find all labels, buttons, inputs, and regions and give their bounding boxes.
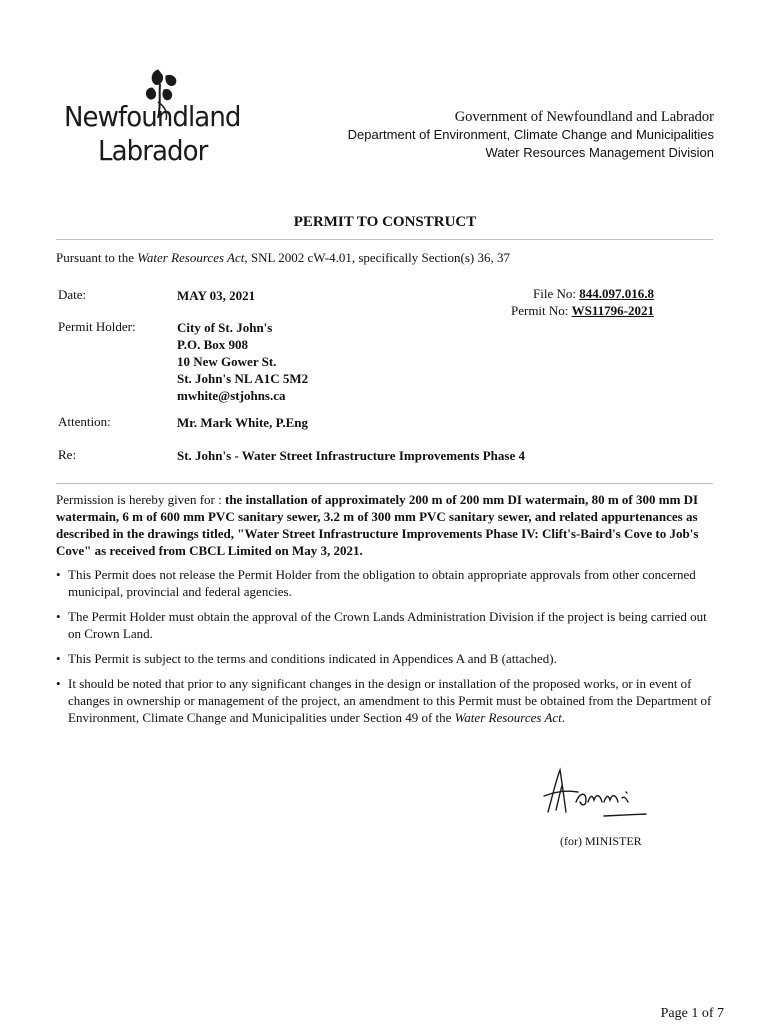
list-item: • This Permit does not release the Permit Holder from the obligation to obtain appropriate approvals from other concerned municipal, provincial and federal agencies. [56, 567, 696, 599]
logo-word-newfoundland: Newfoundland [64, 100, 241, 133]
re-value: St. John's - Water Street Infrastructure Improvements Phase 4 [177, 448, 525, 463]
division-name: Water Resources Management Division [485, 145, 714, 160]
permission-body: the installation of approximately 200 m of 200 mm DI watermain, 80 m of 300 mm DI watermain, 6 m of 600 mm PVC sanitary sewer, 3.2 m of 300 mm PVC sanitary sewer, and related appurtenances as described in the drawings titled, "Water Street Infrastructure Improvements Phase IV: Clift's-Baird's Cove to Job's Cove" as received from CBCL Limited on May 3, 2021. [56, 492, 699, 558]
document-title: PERMIT TO CONSTRUCT [293, 214, 477, 230]
act-name: Water Resources Act [137, 250, 245, 265]
holder-line: 10 New Gower St. [177, 354, 277, 369]
condition-end: . [561, 710, 566, 725]
file-reference [511, 285, 654, 319]
permit-no-row [511, 302, 654, 319]
department-name: Department of Environment, Climate Change and Municipalities [347, 127, 714, 142]
permit-no-label: Permit No: [510, 303, 572, 318]
title-divider [56, 239, 713, 240]
condition-text: This Permit is subject to the terms and conditions indicated in Appendices A and B (attached). [68, 651, 557, 666]
signature-caption: (for) MINISTER [560, 834, 642, 848]
list-item: • This Permit is subject to the terms and conditions indicated in Appendices A and B (attached). [56, 651, 557, 666]
government-name: Government of Newfoundland and Labrador [454, 109, 714, 125]
list-item: • It should be noted that prior to any significant changes in the design or installation of the proposed works, or in event of changes in ownership or management of the project, an amendment to this Permit must be obtained from the Department of Environment, Climate Change and Municipalities under Section 49 of the Water Resources Act. [56, 676, 712, 725]
section-divider [56, 483, 713, 484]
signature-image [538, 762, 648, 822]
pursuant-prefix: Pursuant to the [56, 250, 138, 265]
conditions-list [56, 566, 716, 734]
re-label: Re: [58, 447, 77, 462]
minister-signature [538, 762, 648, 827]
date-label: Date: [58, 287, 87, 302]
attention-value: Mr. Mark White, P.Eng [177, 415, 308, 430]
pursuant-suffix: , SNL 2002 cW-4.01, specifically Section(s) 36, 37 [244, 250, 510, 265]
condition-text: This Permit does not release the Permit Holder from the obligation to obtain appropriate approvals from other concerned municipal, provincial and federal agencies. [68, 567, 696, 599]
date-value: MAY 03, 2021 [177, 288, 256, 303]
file-no-label: File No: [533, 286, 580, 301]
holder-line: City of St. John's [177, 320, 273, 335]
condition-text: The Permit Holder must obtain the approval of the Crown Lands Administration Division if the project is being carried out on Crown Land. [68, 609, 707, 641]
permission-prefix: Permission is hereby given for : [56, 492, 225, 507]
file-no-value: 844.097.016.8 [579, 286, 654, 301]
holder-line: P.O. Box 908 [177, 337, 249, 352]
permission-paragraph [56, 491, 713, 559]
issuer-block [348, 108, 714, 162]
holder-address [177, 319, 308, 404]
logo-word-labrador: Labrador [98, 134, 208, 167]
government-logo [62, 66, 262, 166]
list-item: • The Permit Holder must obtain the approval of the Crown Lands Administration Division if the project is being carried out on Crown Land. [56, 609, 707, 641]
holder-label: Permit Holder: [58, 319, 136, 334]
holder-line: St. John's NL A1C 5M2 [177, 371, 309, 386]
page-number: Page 1 of 7 [660, 1006, 724, 1021]
attention-label: Attention: [58, 414, 111, 429]
file-no-row [511, 285, 654, 302]
act-name: Water Resources Act [454, 710, 562, 725]
pursuant-line [56, 250, 510, 266]
permit-no-value: WS11796-2021 [571, 303, 654, 318]
condition-text: It should be noted that prior to any significant changes in the design or installation of the proposed works, or in event of changes in ownership or management of the project, an amendment to this Permit must be obtained from the Department of Environment, Climate Change and Municipalities under Section 49 of the [68, 676, 712, 725]
holder-email: mwhite@stjohns.ca [177, 388, 286, 403]
